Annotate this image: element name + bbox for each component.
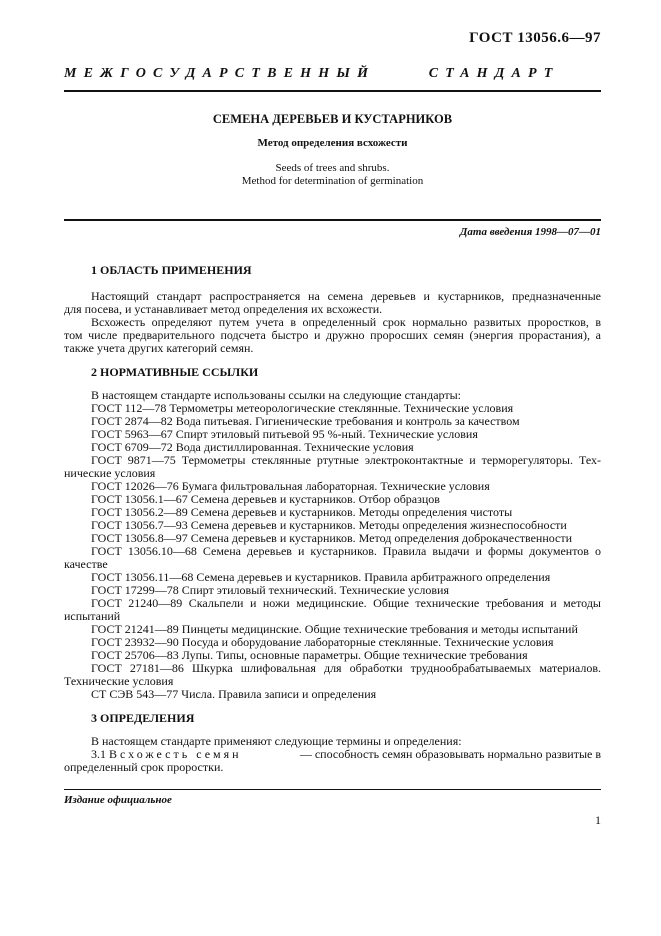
- page-number: 1: [595, 813, 601, 827]
- section-3-heading: 3 ОПРЕДЕЛЕНИЯ: [91, 711, 195, 725]
- paragraph-line: том числе предварительного подсчета быстро и дружно проросших семян (энергия прорастания), а: [64, 328, 601, 342]
- reference-line: СТ СЭВ 543—77 Числа. Правила записи и определения: [91, 687, 377, 701]
- paragraph-line: Настоящий стандарт распространяется на семена деревьев и кустарников, предназначенные: [91, 289, 601, 303]
- reference-line: ГОСТ 21241—89 Пинцеты медицинские. Общие технические требования и методы испытаний: [91, 622, 578, 636]
- reference-line: ГОСТ 13056.1—67 Семена деревьев и кустарников. Отбор образцов: [91, 492, 440, 506]
- definition-term: Всхожесть семян: [109, 747, 242, 761]
- reference-line: ГОСТ 13056.7—93 Семена деревьев и кустарников. Методы определения жизнеспособности: [91, 518, 567, 532]
- reference-line: ГОСТ 21240—89 Скальпели и ножи медицинские. Общие технические требования и методы: [91, 596, 601, 610]
- title-rule: [64, 219, 601, 221]
- reference-line: ГОСТ 112—78 Термометры метеорологические стеклянные. Технические условия: [91, 401, 514, 415]
- document-number: ГОСТ 13056.6—97: [469, 30, 601, 46]
- reference-line: ГОСТ 2874—82 Вода питьевая. Гигиенические требования и контроль за качеством: [91, 414, 520, 428]
- footer-rule: [64, 789, 601, 790]
- interstate-standard-banner: МЕЖГОСУДАРСТВЕННЫЙ СТАНДАРТ: [64, 66, 560, 81]
- reference-line: нические условия: [64, 466, 156, 480]
- section-2-heading: 2 НОРМАТИВНЫЕ ССЫЛКИ: [91, 365, 259, 379]
- reference-line: ГОСТ 13056.2—89 Семена деревьев и кустарников. Методы определения чистоты: [91, 505, 513, 519]
- definition-text: — способность семян образовывать нормально развитые в: [296, 747, 601, 761]
- reference-line: ГОСТ 5963—67 Спирт этиловый питьевой 95 %-ный. Технические условия: [91, 427, 478, 441]
- reference-line: ГОСТ 23932—90 Посуда и оборудование лабораторные стеклянные. Технические условия: [91, 635, 554, 649]
- english-title-line1: Seeds of trees and shrubs.: [275, 162, 390, 174]
- paragraph-line: для посева, и устанавливает метод определения их всхожести.: [64, 302, 383, 316]
- paragraph-line: Всхожесть определяют путем учета в определенный срок нормально развитых проростков, в: [91, 315, 601, 329]
- introduction-date: Дата введения 1998—07—01: [459, 226, 601, 238]
- definition-line: определенный срок проростки.: [64, 760, 224, 774]
- reference-line: ГОСТ 17299—78 Спирт этиловый технический. Технические условия: [91, 583, 449, 597]
- section-1-heading: 1 ОБЛАСТЬ ПРИМЕНЕНИЯ: [91, 263, 252, 277]
- reference-line: ГОСТ 9871—75 Термометры стеклянные ртутные электроконтактные и терморегуляторы. Тех-: [91, 453, 601, 467]
- edition-note: Издание официальное: [64, 794, 172, 806]
- document-title: СЕМЕНА ДЕРЕВЬЕВ И КУСТАРНИКОВ: [212, 112, 453, 126]
- reference-line: ГОСТ 13056.8—97 Семена деревьев и кустарников. Метод определения доброкачественности: [91, 531, 573, 545]
- reference-line: испытаний: [64, 609, 121, 623]
- paragraph-line: В настоящем стандарте использованы ссылки на следующие стандарты:: [91, 388, 462, 402]
- reference-line: ГОСТ 25706—83 Лупы. Типы, основные параметры. Общие технические требования: [91, 648, 528, 662]
- reference-line: ГОСТ 13056.11—68 Семена деревьев и кустарников. Правила арбитражного определения: [91, 570, 551, 584]
- reference-line: ГОСТ 12026—76 Бумага фильтровальная лабораторная. Технические условия: [91, 479, 490, 493]
- header-rule: [64, 90, 601, 92]
- document-subtitle: Метод определения всхожести: [257, 137, 408, 149]
- reference-line: ГОСТ 6709—72 Вода дистиллированная. Технические условия: [91, 440, 414, 454]
- english-title-line2: Method for determination of germination: [241, 175, 424, 187]
- definition-number: 3.1: [91, 747, 109, 761]
- reference-line: ГОСТ 27181—86 Шкурка шлифовальная для обработки труднообрабатываемых материалов.: [91, 661, 601, 675]
- paragraph-line: В настоящем стандарте применяют следующие термины и определения:: [91, 734, 462, 748]
- reference-line: ГОСТ 13056.10—68 Семена деревьев и кустарников. Правила выдачи и формы документов о: [91, 544, 601, 558]
- reference-line: Технические условия: [64, 674, 174, 688]
- reference-line: качестве: [64, 557, 108, 571]
- paragraph-line: также учета других категорий семян.: [64, 341, 254, 355]
